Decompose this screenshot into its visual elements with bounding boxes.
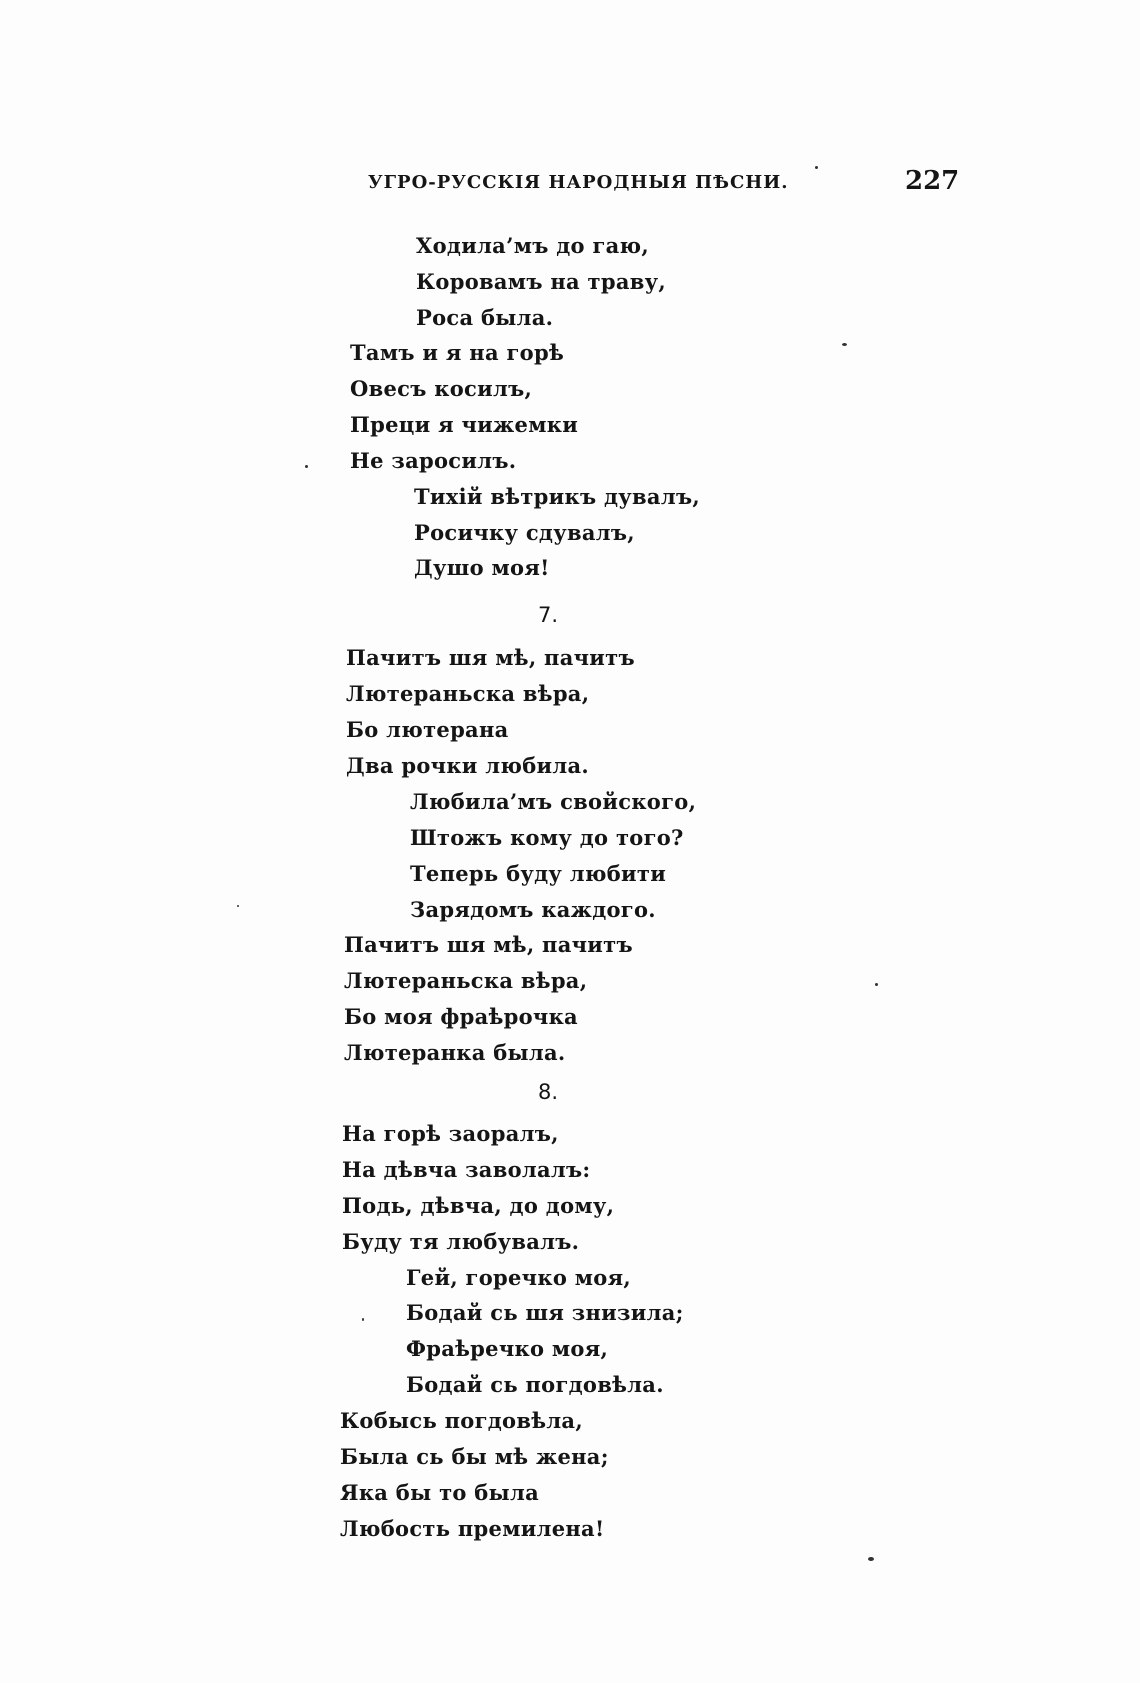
verse-line: Кобысь погдовѣла, (340, 1408, 583, 1433)
verse-line: Лютераньска вѣра, (346, 681, 590, 706)
page-number: 227 (905, 166, 960, 196)
running-header-title: УГРО-РУССКІЯ НАРОДНЫЯ ПѢСНИ. (368, 172, 789, 193)
scan-speck (237, 905, 239, 907)
verse-line: Гей, горечко моя, (406, 1265, 632, 1290)
verse-line: Овесъ косилъ, (350, 376, 533, 401)
verse-line: На дѣвча заволалъ: (342, 1157, 591, 1182)
verse-line: Яка бы то была (340, 1480, 539, 1505)
verse-line: Тамъ и я на горѣ (350, 340, 565, 365)
verse-line: Ходила’мъ до гаю, (416, 233, 649, 258)
scan-speck (842, 343, 847, 346)
verse-line: Буду тя любувалъ. (342, 1229, 580, 1254)
song-number-7: 7. (538, 603, 559, 627)
verse-line: Душо моя! (414, 555, 550, 580)
verse-line: Преци я чижемки (350, 412, 579, 437)
song-number-8: 8. (538, 1080, 559, 1104)
verse-line: На горѣ заоралъ, (342, 1121, 559, 1146)
verse-line: Подь, дѣвча, до дому, (342, 1193, 615, 1218)
verse-line: Роса была. (416, 305, 554, 330)
verse-line: Не заросилъ. (350, 448, 517, 473)
scan-speck (868, 1557, 874, 1561)
verse-line: Коровамъ на траву, (416, 269, 666, 294)
verse-line: Тихій вѣтрикъ дувалъ, (414, 484, 700, 509)
verse-line: Штожъ кому до того? (410, 825, 684, 850)
verse-line: Бо моя фраѣрочка (344, 1004, 578, 1029)
scan-speck (815, 166, 818, 169)
verse-line: Зарядомъ каждого. (410, 897, 656, 922)
verse-line: Была сь бы мѣ жена; (340, 1444, 609, 1469)
verse-line: Пачитъ шя мѣ, пачитъ (344, 932, 633, 957)
verse-line: Лютераньска вѣра, (344, 968, 588, 993)
verse-line: Любость премилена! (340, 1516, 605, 1541)
verse-line: Бодай сь шя знизила; (406, 1300, 684, 1325)
verse-line: Фраѣречко моя, (406, 1336, 609, 1361)
scan-speck (875, 983, 878, 986)
scan-speck (305, 465, 308, 468)
scan-speck (362, 1318, 364, 1321)
verse-line: Росичку сдувалъ, (414, 520, 635, 545)
verse-line: Лютеранка была. (344, 1040, 566, 1065)
verse-line: Любила’мъ свойского, (410, 789, 697, 814)
verse-line: Пачитъ шя мѣ, пачитъ (346, 645, 635, 670)
verse-line: Бодай сь погдовѣла. (406, 1372, 664, 1397)
verse-line: Два рочки любила. (346, 753, 590, 778)
verse-line: Бо лютерана (346, 717, 509, 742)
verse-line: Теперь буду любити (410, 861, 667, 886)
